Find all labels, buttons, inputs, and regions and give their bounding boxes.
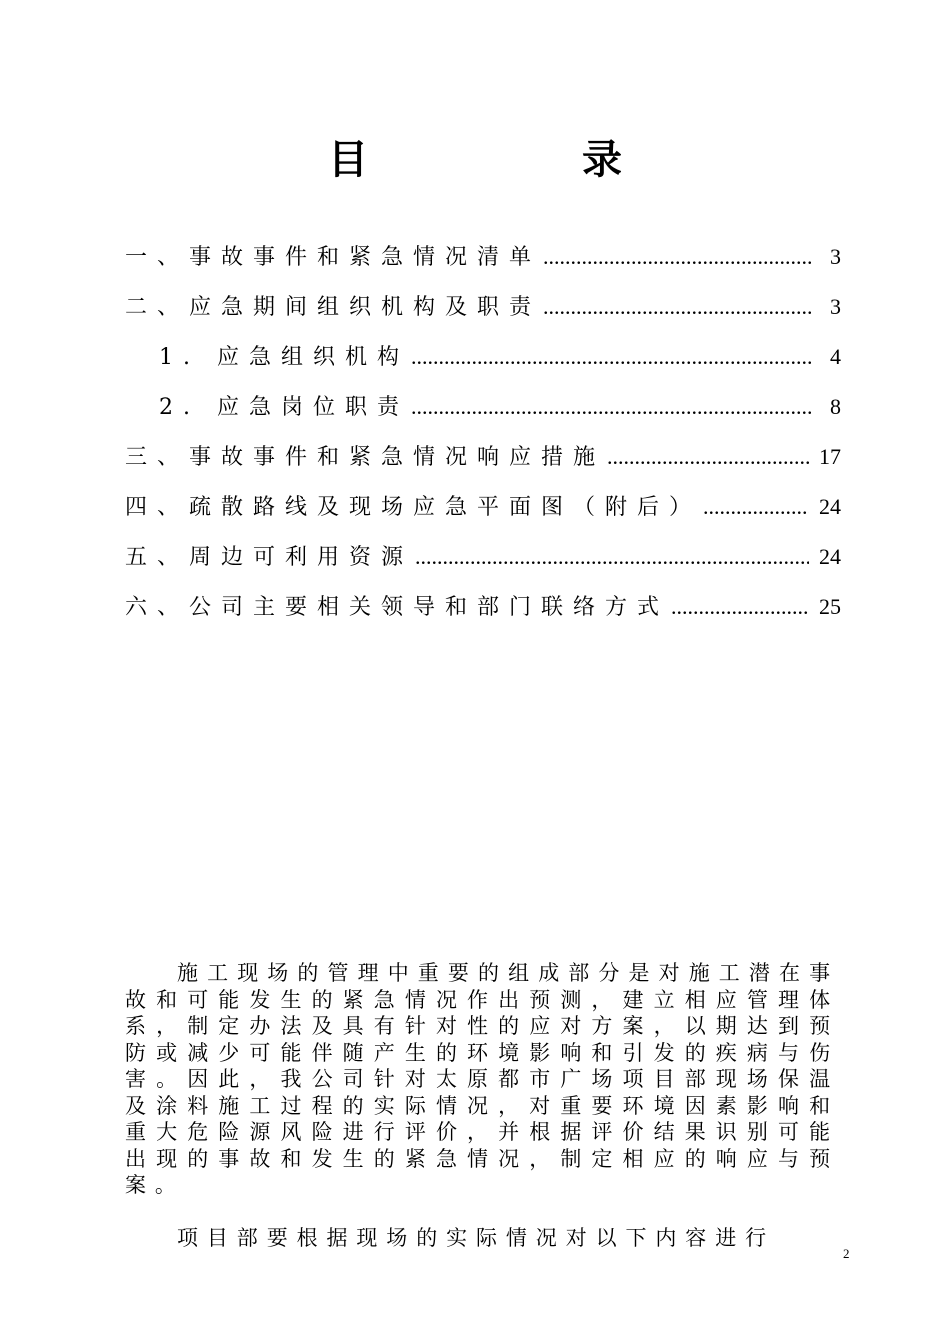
body-text xyxy=(125,960,839,1251)
toc-item-1[interactable] xyxy=(125,232,841,282)
toc-item-page: 3 xyxy=(830,244,841,269)
toc-item-label: 六、公司主要相关领导和部门联络方式 xyxy=(125,595,670,620)
table-of-contents xyxy=(125,232,841,632)
toc-item-page: 17 xyxy=(819,444,841,469)
toc-item-label: 三、事故事件和紧急情况响应措施 xyxy=(125,445,606,470)
toc-item-2[interactable] xyxy=(125,282,841,332)
toc-leader-dots xyxy=(543,232,811,282)
toc-item-3[interactable] xyxy=(125,332,841,382)
toc-item-page: 24 xyxy=(819,544,841,569)
toc-item-label: 二、应急期间组织机构及职责 xyxy=(125,295,542,320)
toc-leader-dots xyxy=(415,532,809,582)
body-paragraph-2: 项目部要根据现场的实际情况对以下内容进行 xyxy=(177,1225,775,1250)
toc-item-label: 四、疏散路线及现场应急平面图（附后） xyxy=(125,495,702,520)
toc-leader-dots xyxy=(411,332,811,382)
toc-item-page: 8 xyxy=(830,394,841,419)
toc-item-5[interactable] xyxy=(125,432,841,482)
toc-item-label: 1. 应急组织机构 xyxy=(159,345,409,370)
toc-item-label: 2. 应急岗位职责 xyxy=(159,395,409,420)
toc-item-7[interactable] xyxy=(125,532,841,582)
body-paragraph-1: 施工现场的管理中重要的组成部分是对施工潜在事故和可能发生的紧急情况作出预测，建立相应管理体系，制定办法及具有针对性的应对方案，以期达到预防或减少可能伴随产生的环境影响和引发的疾病与伤害。因此，我公司针对太原都市广场项目部现场保温及涂料施工过程的实际情况，对重要环境因素影响和重大危险源风险进行评价，并根据评价结果识别可能出现的事故和发生的紧急情况，制定相应的响应与预案。 xyxy=(125,961,839,1197)
toc-item-label: 一、事故事件和紧急情况清单 xyxy=(125,245,542,270)
toc-leader-dots xyxy=(411,382,811,432)
page-title: 目 录 xyxy=(328,136,722,183)
toc-leader-dots xyxy=(671,582,809,632)
toc-item-page: 4 xyxy=(830,344,841,369)
toc-item-6[interactable] xyxy=(125,482,841,532)
toc-item-page: 24 xyxy=(819,494,841,519)
toc-item-page: 25 xyxy=(819,594,841,619)
page-number: 2 xyxy=(843,1246,850,1261)
toc-leader-dots xyxy=(543,282,811,332)
toc-item-label: 五、周边可利用资源 xyxy=(125,545,414,570)
toc-item-page: 3 xyxy=(830,294,841,319)
toc-item-4[interactable] xyxy=(125,382,841,432)
toc-item-8[interactable] xyxy=(125,582,841,632)
toc-leader-dots xyxy=(607,432,809,482)
toc-leader-dots xyxy=(703,482,809,532)
